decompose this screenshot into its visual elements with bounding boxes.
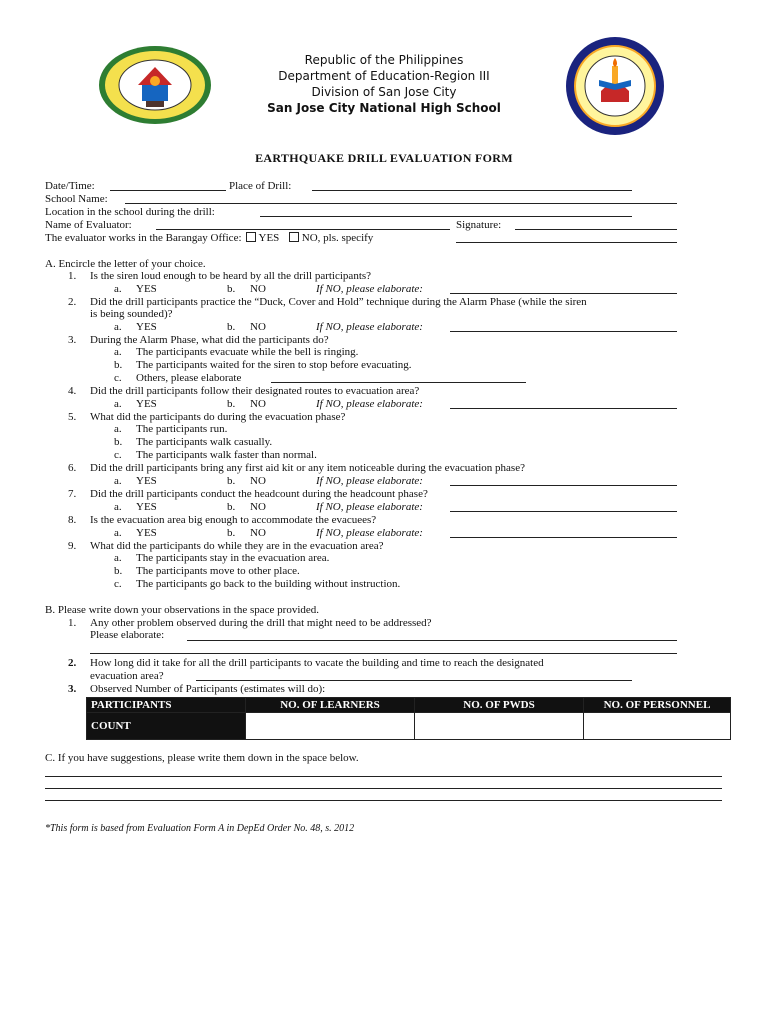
q9-b: b.: [114, 565, 123, 577]
personnel-count-cell[interactable]: [584, 713, 731, 740]
q2-no[interactable]: NO: [250, 321, 266, 333]
suggestion-line-2[interactable]: [45, 788, 722, 789]
q2-elaborate-field[interactable]: [450, 331, 677, 332]
q3-b: b.: [114, 359, 123, 371]
q4-elaborate-label: If NO, please elaborate:: [316, 398, 423, 410]
q3-option-c[interactable]: Others, please elaborate: [136, 372, 242, 384]
q3-text: During the Alarm Phase, what did the participants do?: [90, 334, 329, 346]
q2-b: b.: [227, 321, 236, 333]
q9-option-c[interactable]: The participants go back to the building without instruction.: [136, 578, 401, 590]
q4-a: a.: [114, 398, 122, 410]
q6-no[interactable]: NO: [250, 475, 266, 487]
q6-b: b.: [227, 475, 236, 487]
yes-checkbox[interactable]: [246, 232, 256, 242]
q2-elaborate-label: If NO, please elaborate:: [316, 321, 423, 333]
suggestion-line-1[interactable]: [45, 776, 722, 777]
q1-a: a.: [114, 283, 122, 295]
q6-yes[interactable]: YES: [136, 475, 157, 487]
q7-a: a.: [114, 501, 122, 513]
q4-yes[interactable]: YES: [136, 398, 157, 410]
q6-number: 6.: [68, 462, 77, 474]
q9-text: What did the participants do while they are in the evacuation area?: [90, 540, 384, 552]
q7-elaborate-label: If NO, please elaborate:: [316, 501, 423, 513]
evaluator-label: Name of Evaluator:: [45, 219, 132, 231]
date-time-field[interactable]: [110, 190, 226, 191]
q8-number: 8.: [68, 514, 77, 526]
q7-b: b.: [227, 501, 236, 513]
b2-number: 2.: [68, 657, 77, 669]
suggestion-line-3[interactable]: [45, 800, 722, 801]
q9-option-a[interactable]: The participants stay in the evacuation area.: [136, 552, 330, 564]
no-specify-label: NO, pls. specify: [301, 232, 374, 244]
section-c-title: C. If you have suggestions, please write them down in the space below.: [45, 752, 359, 764]
q1-number: 1.: [68, 270, 77, 282]
q7-number: 7.: [68, 488, 77, 500]
b1-text: Any other problem observed during the drill that might need to be addressed?: [90, 617, 432, 629]
q7-text: Did the drill participants conduct the headcount during the headcount phase?: [90, 488, 428, 500]
q5-a: a.: [114, 423, 122, 435]
footnote: *This form is based from Evaluation Form A in DepEd Order No. 48, s. 2012: [45, 823, 355, 834]
q1-b: b.: [227, 283, 236, 295]
q7-elaborate-field[interactable]: [450, 511, 677, 512]
q6-elaborate-field[interactable]: [450, 485, 677, 486]
b1-number: 1.: [68, 617, 77, 629]
q5-text: What did the participants do during the evacuation phase?: [90, 411, 346, 423]
q5-b: b.: [114, 436, 123, 448]
school-name-label: School Name:: [45, 193, 108, 205]
b3-text: Observed Number of Participants (estimates will do):: [90, 683, 326, 695]
q9-number: 9.: [68, 540, 77, 552]
q2-yes[interactable]: YES: [136, 321, 157, 333]
q8-yes[interactable]: YES: [136, 527, 157, 539]
table-header-row: [87, 698, 731, 713]
q5-c: c.: [114, 449, 122, 461]
q6-text: Did the drill participants bring any first aid kit or any item noticeable during the evacuation phase?: [90, 462, 525, 474]
b1-elaborate-label: Please elaborate:: [90, 629, 165, 641]
q9-a: a.: [114, 552, 122, 564]
q5-number: 5.: [68, 411, 77, 423]
section-b-title: B. Please write down your observations in the space provided.: [45, 604, 320, 616]
header-division: Division of San Jose City: [311, 85, 457, 99]
q7-no[interactable]: NO: [250, 501, 266, 513]
q4-text: Did the drill participants follow their designated routes to evacuation area?: [90, 385, 420, 397]
specify-field[interactable]: [456, 242, 677, 243]
q4-b: b.: [227, 398, 236, 410]
q5-option-c[interactable]: The participants walk faster than normal.: [136, 449, 317, 461]
participants-table: [86, 697, 731, 740]
q6-elaborate-label: If NO, please elaborate:: [316, 475, 423, 487]
q8-elaborate-label: If NO, please elaborate:: [316, 527, 423, 539]
q8-b: b.: [227, 527, 236, 539]
signature-field[interactable]: [515, 229, 677, 230]
q9-option-b[interactable]: The participants move to other place.: [136, 565, 300, 577]
b2-field[interactable]: [196, 680, 632, 681]
q1-elaborate-label: If NO, please elaborate:: [316, 283, 423, 295]
q4-elaborate-field[interactable]: [450, 408, 677, 409]
table-row: [87, 713, 731, 740]
barangay-label: [45, 232, 373, 245]
q3-option-a[interactable]: The participants evacuate while the bell is ringing.: [136, 346, 359, 358]
q8-elaborate-field[interactable]: [450, 537, 677, 538]
q4-number: 4.: [68, 385, 77, 397]
signature-label: Signature:: [456, 219, 502, 231]
b1-field-line1[interactable]: [187, 640, 677, 641]
header-pwds: NO. OF PWDS: [415, 698, 584, 713]
location-label: Location in the school during the drill:: [45, 206, 215, 218]
q6-a: a.: [114, 475, 122, 487]
school-name-field[interactable]: [125, 203, 677, 204]
q9-c: c.: [114, 578, 122, 590]
q3-number: 3.: [68, 334, 77, 346]
header-personnel: NO. OF PERSONNEL: [584, 698, 731, 713]
count-label: COUNT: [87, 713, 246, 740]
b2-text-line2: evacuation area?: [90, 670, 164, 682]
q1-elaborate-field[interactable]: [450, 293, 677, 294]
b3-number: 3.: [68, 683, 77, 695]
place-label: Place of Drill:: [229, 180, 292, 192]
q7-yes[interactable]: YES: [136, 501, 157, 513]
b1-field-line2[interactable]: [90, 653, 677, 654]
learners-count-cell[interactable]: [246, 713, 415, 740]
q2-a: a.: [114, 321, 122, 333]
q1-text: Is the siren loud enough to be heard by all the drill participants?: [90, 270, 372, 282]
no-checkbox[interactable]: [289, 232, 299, 242]
q4-no[interactable]: NO: [250, 398, 266, 410]
header-participants: PARTICIPANTS: [87, 698, 246, 713]
place-field[interactable]: [312, 190, 632, 191]
header-department: Department of Education-Region III: [278, 69, 490, 83]
q5-option-b[interactable]: The participants walk casually.: [136, 436, 273, 448]
q2-text-line1: Did the drill participants practice the “Duck, Cover and Hold” technique during the Alarm Phase (while the siren: [90, 296, 587, 308]
q3-option-b[interactable]: The participants waited for the siren to stop before evacuating.: [136, 359, 412, 371]
q8-a: a.: [114, 527, 122, 539]
evaluator-field[interactable]: [156, 229, 450, 230]
pwds-count-cell[interactable]: [415, 713, 584, 740]
q8-text: Is the evacuation area big enough to accommodate the evacuees?: [90, 514, 377, 526]
date-time-label: Date/Time:: [45, 180, 95, 192]
b2-text-line1: How long did it take for all the drill participants to vacate the building and time to reach the designated: [90, 657, 544, 669]
header-learners: NO. OF LEARNERS: [246, 698, 415, 713]
location-field[interactable]: [260, 216, 632, 217]
q1-no[interactable]: NO: [250, 283, 266, 295]
section-a-title: A. Encircle the letter of your choice.: [45, 258, 206, 270]
barangay-question: The evaluator works in the Barangay Office:: [45, 232, 242, 244]
q5-option-a[interactable]: The participants run.: [136, 423, 228, 435]
q2-text-line2: is being sounded)?: [90, 308, 173, 320]
q3-a: a.: [114, 346, 122, 358]
q2-number: 2.: [68, 296, 77, 308]
yes-label: YES: [258, 232, 280, 244]
q1-yes[interactable]: YES: [136, 283, 157, 295]
header-school: San Jose City National High School: [267, 101, 501, 115]
form-title: EARTHQUAKE DRILL EVALUATION FORM: [255, 151, 513, 165]
header-republic: Republic of the Philippines: [304, 53, 464, 67]
q3-others-field[interactable]: [271, 382, 526, 383]
q8-no[interactable]: NO: [250, 527, 266, 539]
q3-c: c.: [114, 372, 122, 384]
